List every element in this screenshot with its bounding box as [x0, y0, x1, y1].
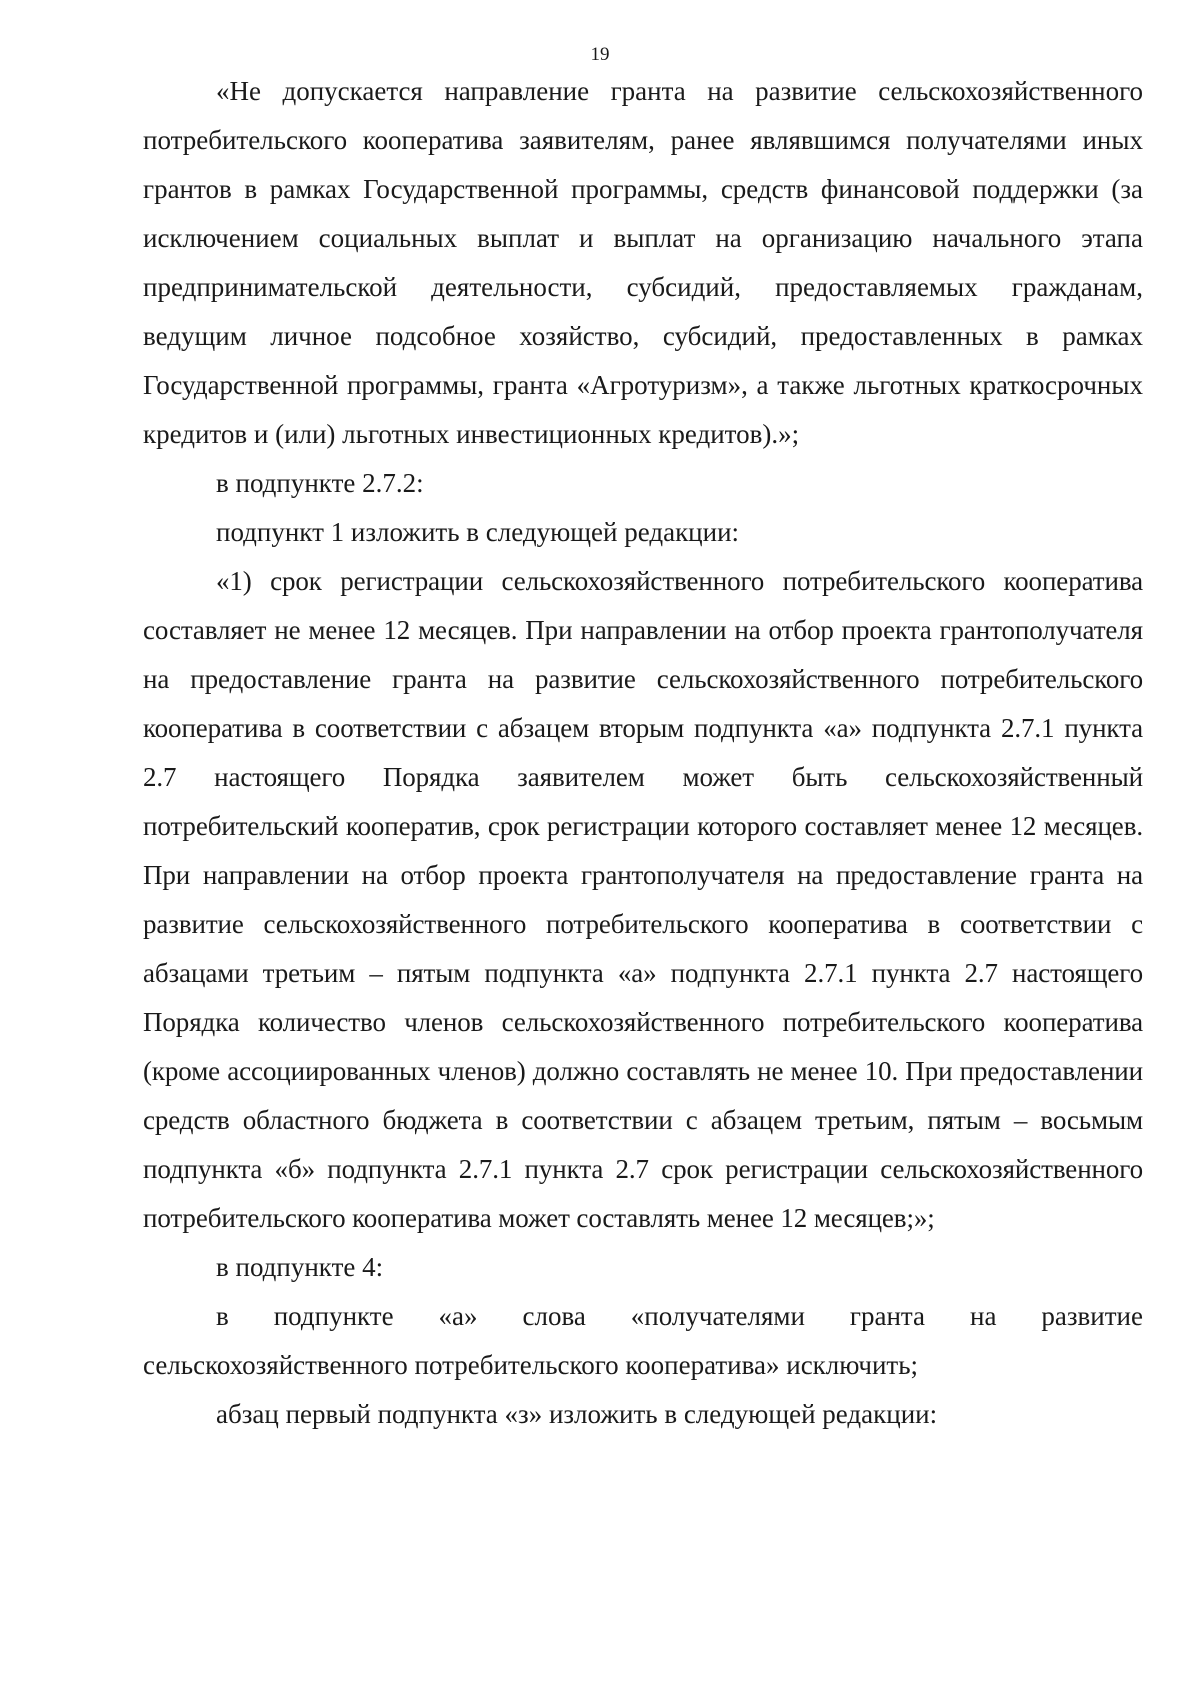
paragraph-grant-restriction-first-line: «Не допускается направление гранта на развитие сельскохозяйственного	[216, 76, 1143, 106]
paragraph-subitem-z-edit: абзац первый подпункта «з» изложить в следующей редакции:	[216, 1399, 938, 1429]
paragraph-subitem-1-edit: подпункт 1 изложить в следующей редакции:	[216, 517, 740, 547]
paragraph-subitem-2-7-2: в подпункте 2.7.2:	[216, 468, 424, 498]
paragraph-grant-restriction: потребительского кооператива заявителям, ранее являвшимся получателями иных грантов в рамках Государственной программы, средств финансовой поддержки (за исключением социальных выплат и выплат на организацию начального этапа предпринимательской деятельности, субсидий, предоставляемых гражданам, ведущим личное подсобное хозяйство, субсидий, предоставленных в рамках Государственной программы, гранта «Агротуризм», а также льготных краткосрочных кредитов и (или) льготных инвестиционных кредитов).»;	[143, 125, 1143, 449]
paragraph-registration-term: «1) срок регистрации сельскохозяйственного потребительского кооператива составляет не менее 12 месяцев. При направлении на отбор проекта грантополучателя на предоставление гранта на развитие сельскохозяйственного потребительского кооператива в соответствии с абзацем вторым подпункта «а» подпункта 2.7.1 пункта 2.7 настоящего Порядка заявителем может быть сельскохозяйственный потребительский кооператив, срок регистрации которого составляет менее 12 месяцев. При направлении на отбор проекта грантополучателя на предоставление гранта на развитие сельскохозяйственного потребительского кооператива в соответствии с абзацами третьим – пятым подпункта «а» подпункта 2.7.1 пункта 2.7 настоящего Порядка количество членов сельскохозяйственного потребительского кооператива (кроме ассоциированных членов) должно составлять не менее 10. При предоставлении средств областного бюджета в соответствии с абзацем третьим, пятым – восьмым подпункта «б» подпункта 2.7.1 пункта 2.7 срок регистрации сельскохозяйственного потребительского кооператива может составлять менее 12 месяцев;»;	[143, 566, 1143, 1233]
document-body	[143, 67, 1143, 1439]
paragraph-subitem-a-words: в подпункте «а» слова «получателями гранта на развитие сельскохозяйственного потребительского кооператива» исключить;	[143, 1301, 1143, 1380]
paragraph-subitem-4: в подпункте 4:	[216, 1252, 384, 1282]
page-number: 19	[590, 44, 610, 65]
